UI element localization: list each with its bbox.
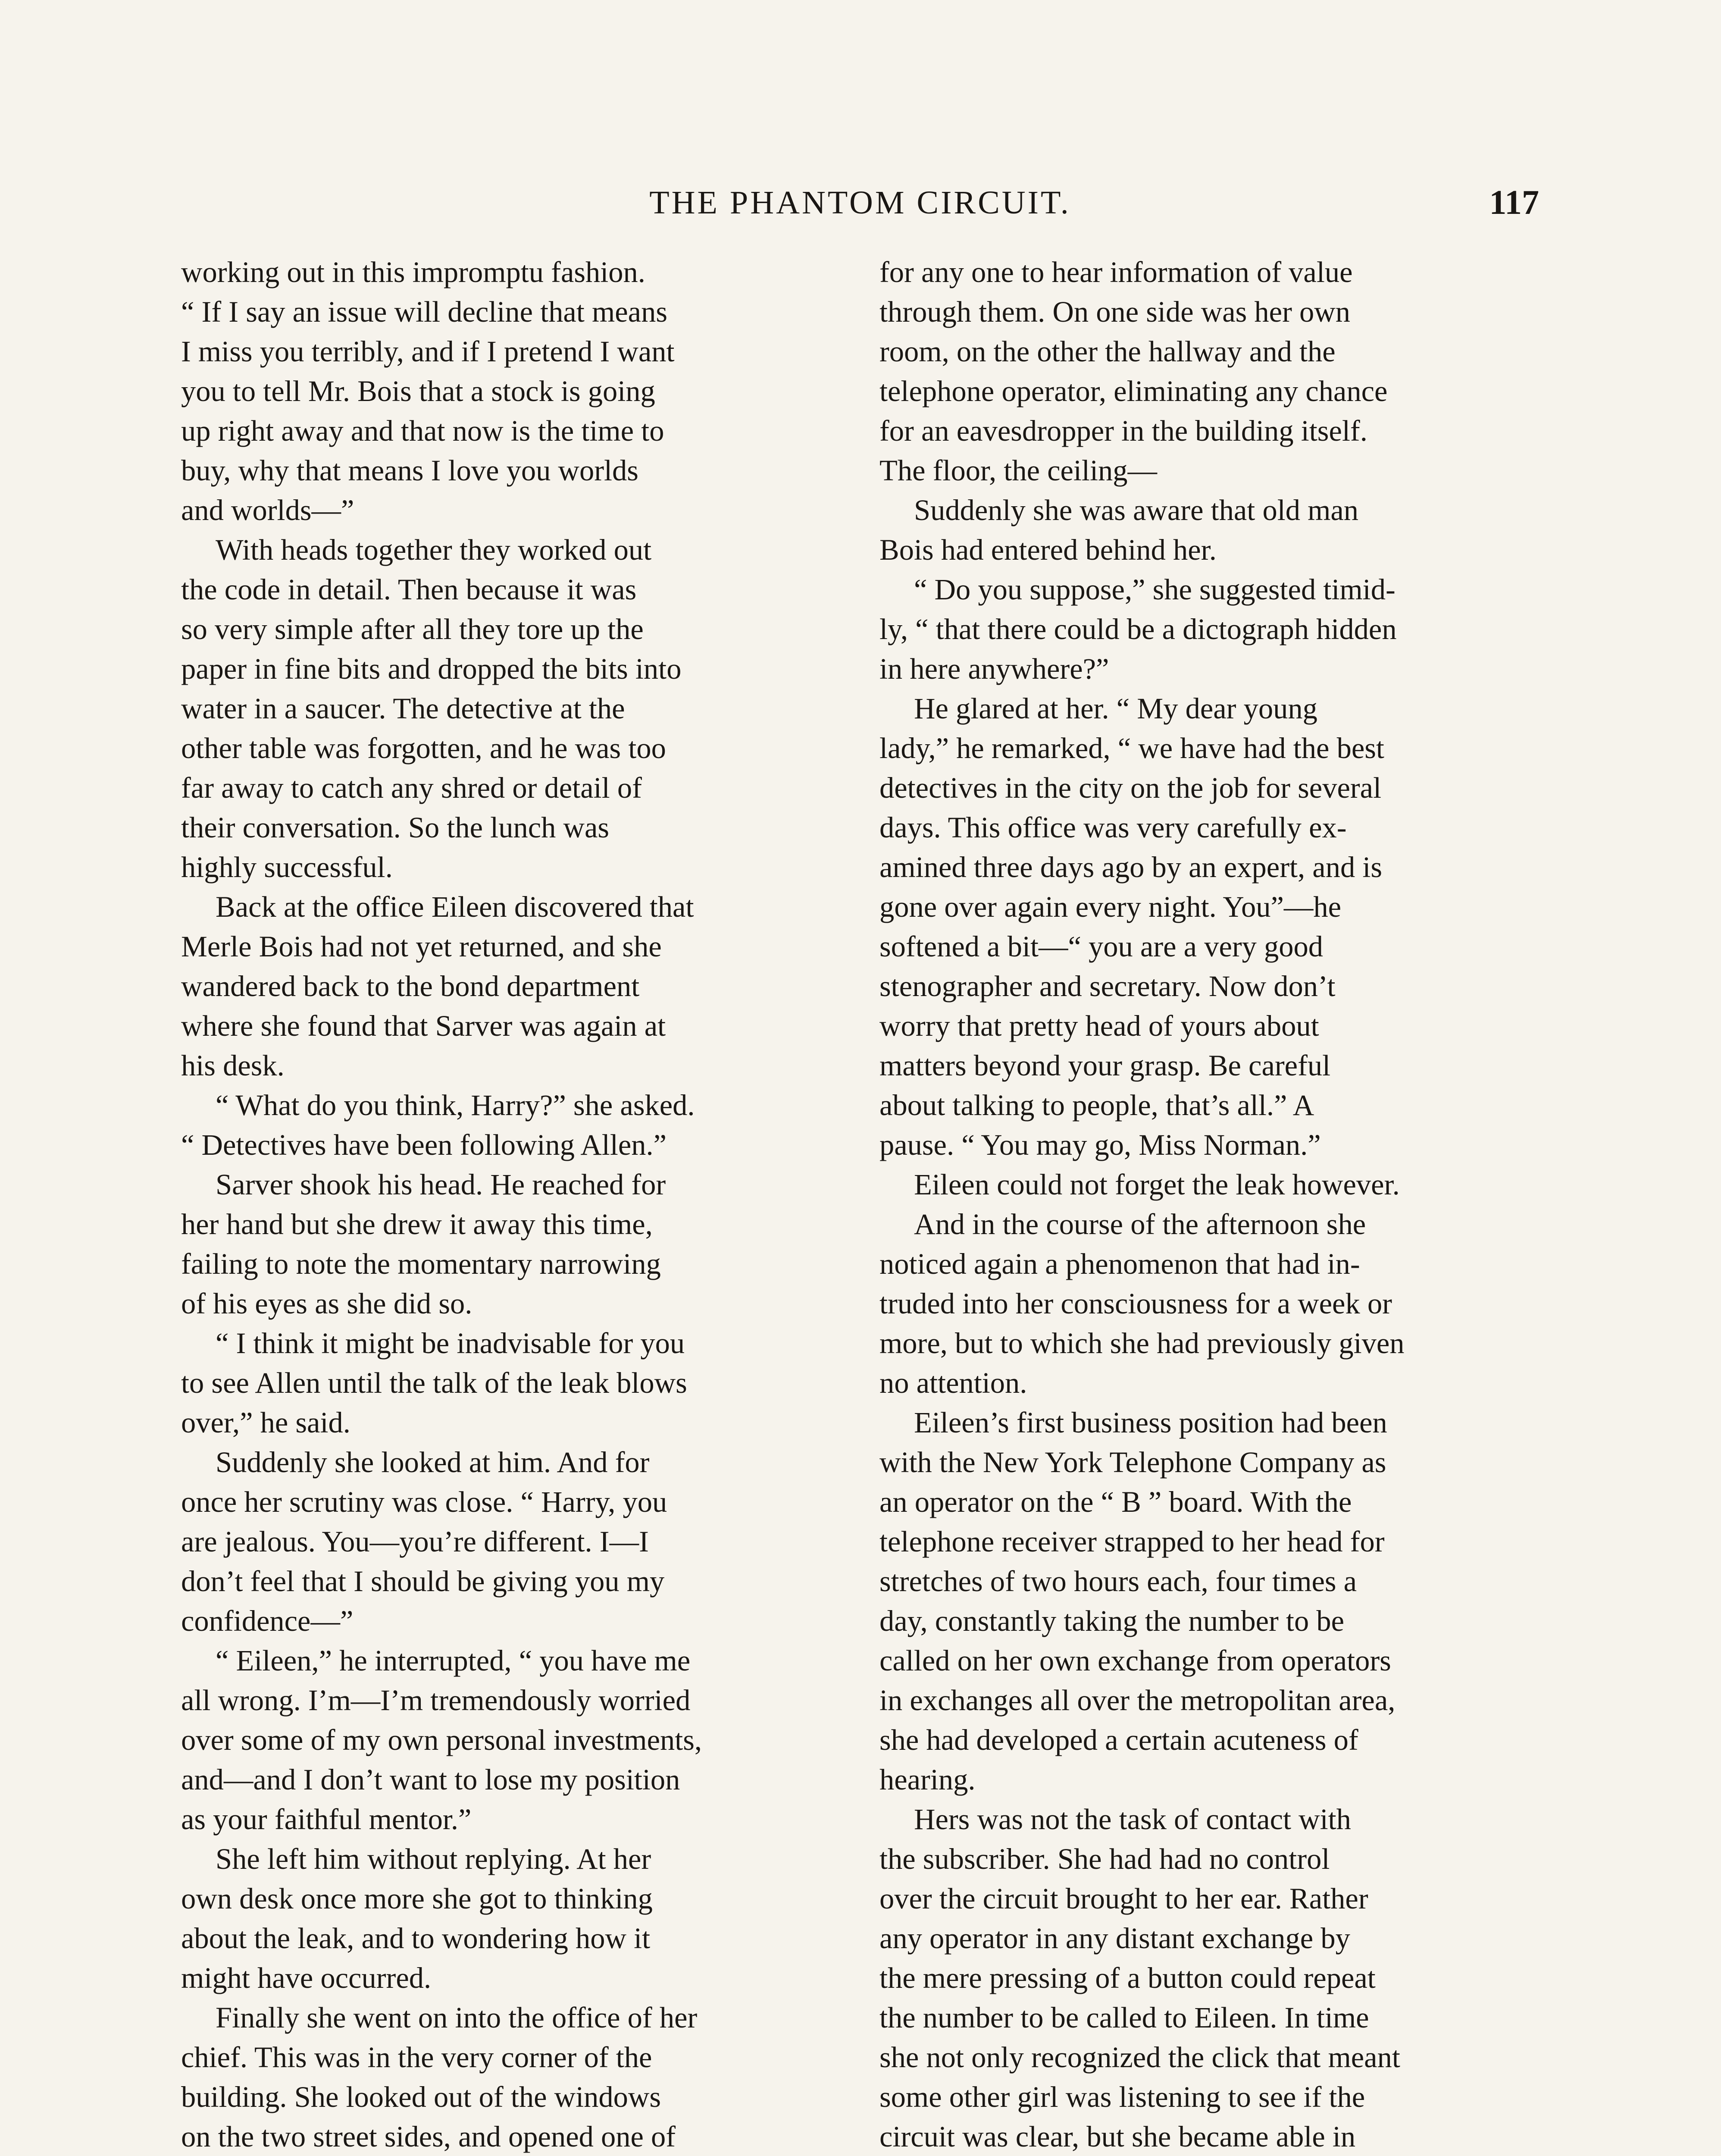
paragraph: Hers was not the task of contact with the subscriber. She had had no control over the circuit brought to her ear. Rather any operator in any distant exchange by the mere pressing of a button could repeat the number to be called to Eileen. In time she not only recognized the click that meant some other girl was listening to see if the circuit was clear, but she became able in	[879, 1803, 1400, 2153]
paragraph: And in the course of the afternoon she noticed again a phenomenon that had in- truded into her consciousness for a week or more, but to which she had previously given no attention.	[879, 1208, 1405, 1399]
paragraph: Finally she went on into the office of her chief. This was in the very corner of the building. She looked out of the windows on the two street sides, and opened one of	[181, 2001, 698, 2153]
left-column	[181, 252, 841, 2156]
page-header	[181, 177, 1539, 229]
paragraph: Back at the office Eileen discovered that Merle Bois had not yet returned, and she wandered back to the bond department where she found that Sarver was again at his desk.	[181, 890, 694, 1082]
paragraph: “ Eileen,” he interrupted, “ you have me all wrong. I’m—I’m tremendously worried over some of my own personal investments, and—and I don’t want to lose my position as your faithful mentor.”	[181, 1644, 702, 1836]
paragraph: “ What do you think, Harry?” she asked. “ Detectives have been following Allen.”	[181, 1089, 695, 1161]
paragraph: “ Do you suppose,” she suggested timid- ly, “ that there could be a dictograph hidden in here anywhere?”	[879, 573, 1397, 685]
right-column	[879, 252, 1539, 2156]
paragraph: She left him without replying. At her own desk once more she got to thinking about the leak, and to wondering how it might have occurred.	[181, 1843, 653, 1994]
paragraph: “ I think it might be inadvisable for you to see Allen until the talk of the leak blows over,” he said.	[181, 1327, 687, 1439]
paragraph: working out in this impromptu fashion. “ If I say an issue will decline that means I miss you terribly, and if I pretend I want you to tell Mr. Bois that a stock is going up right away and that now is the time to buy, why that means I love you worlds and worlds—”	[181, 256, 675, 526]
paragraph: Eileen could not forget the leak however.	[914, 1168, 1400, 1201]
running-title: THE PHANTOM CIRCUIT.	[649, 185, 1071, 221]
paragraph: He glared at her. “ My dear young lady,” he remarked, “ we have had the best detectives in the city on the job for several days. This office was very carefully ex- amined three days ago by an expert, and is gone over again every night. You”—he softened a bit—“ you are a very good stenographer and secretary. Now don’t worry that pretty head of yours about matters beyond your grasp. Be careful about talking to people, that’s all.” A pause. “ You may go, Miss Norman.”	[879, 692, 1384, 1161]
paragraph: Eileen’s first business position had been with the New York Telephone Company as an operator on the “ B ” board. With the telephone receiver strapped to her head for stretches of two hours each, four times a day, constantly taking the number to be called on her own exchange from operators in exchanges all over the metropolitan area, she had developed a certain acuteness of hearing.	[879, 1406, 1396, 1796]
paragraph: Suddenly she was aware that old man Bois had entered behind her.	[879, 494, 1359, 566]
paragraph: Sarver shook his head. He reached for her hand but she drew it away this time, failing to note the momentary narrowing of his eyes as she did so.	[181, 1168, 666, 1320]
paragraph: for any one to hear information of value through them. On one side was her own room, on the other the hallway and the telephone operator, eliminating any chance for an eavesdropper in the building itself. The floor, the ceiling—	[879, 256, 1388, 487]
paragraph: With heads together they worked out the code in detail. Then because it was so very simple after all they tore up the paper in fine bits and dropped the bits into water in a saucer. The detective at the other table was forgotten, and he was too far away to catch any shred or detail of their conversation. So the lunch was highly successful.	[181, 533, 682, 884]
page-number: 117	[1489, 184, 1539, 222]
paragraph: Suddenly she looked at him. And for once her scrutiny was close. “ Harry, you are jealous. You—you’re different. I—I don’t feel that I should be giving you my confidence—”	[181, 1446, 667, 1637]
